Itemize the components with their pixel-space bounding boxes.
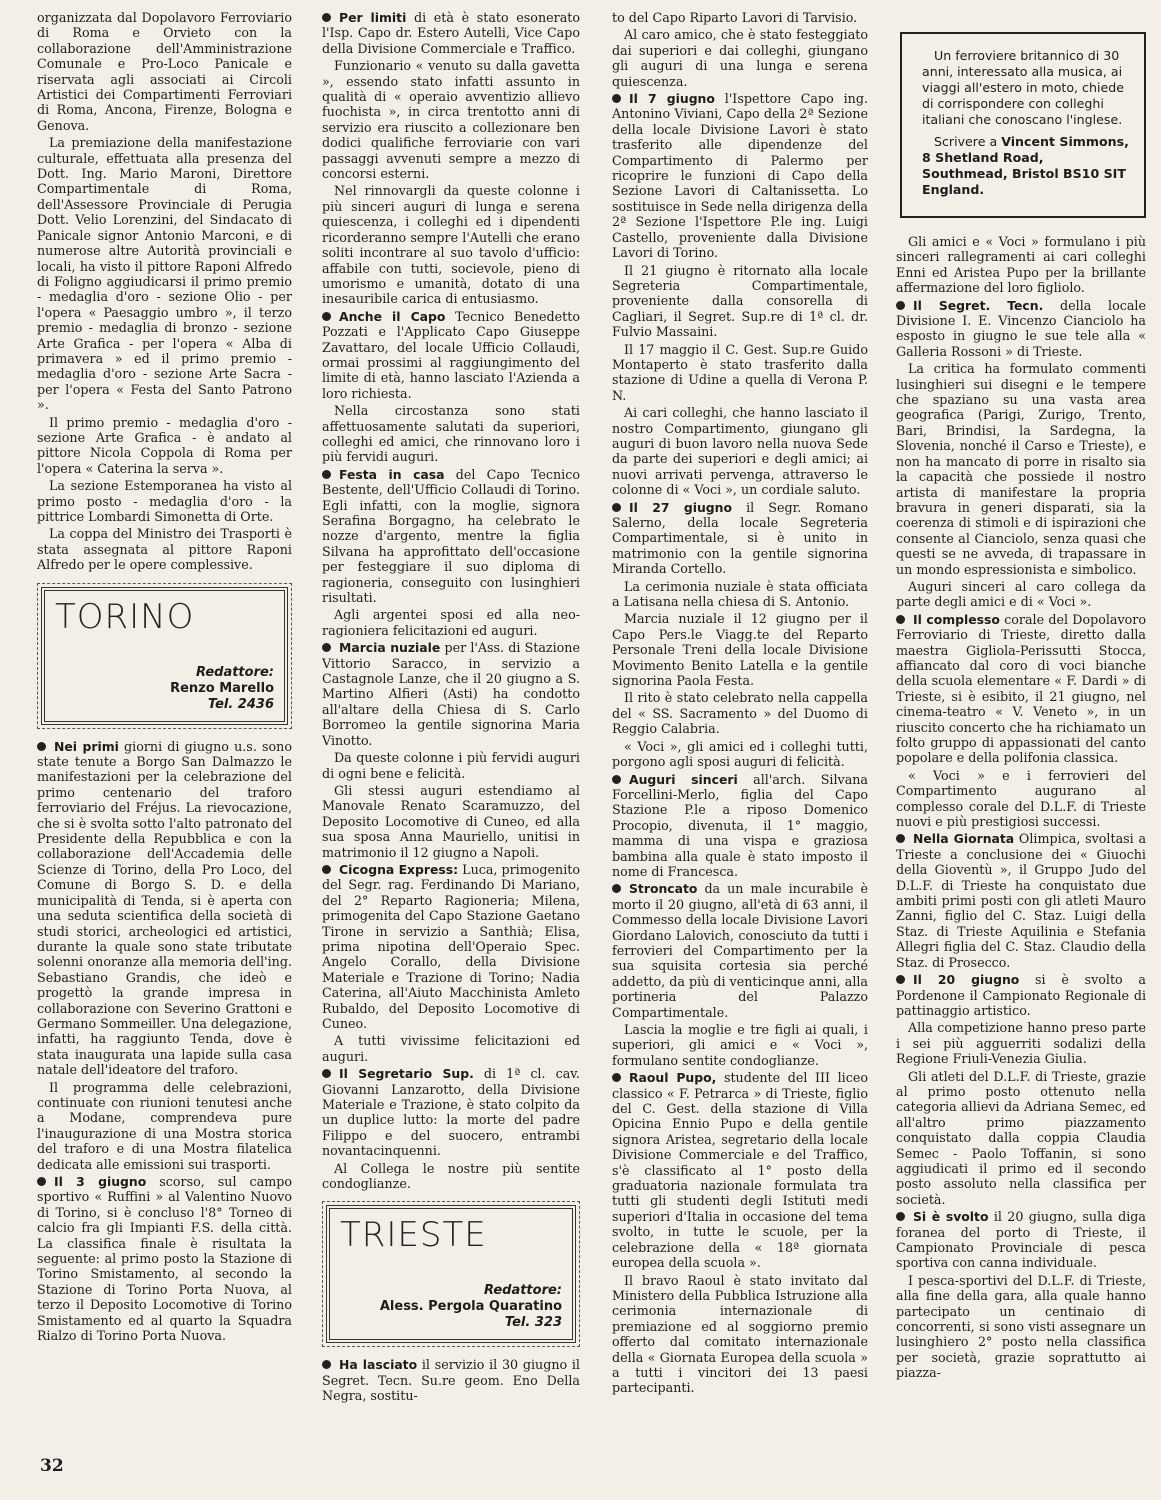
paragraph: Gli amici e « Voci » formulano i più sinceri rallegramenti ai cari colleghi Enni ed Aristea Pupo per la brillante affermazione del loro figliolo. [896,234,1146,296]
item-text: all'arch. Silvana Forcellini-Merlo, figlia del Capo Stazione P.le a riposo Domenico Procopio, divenuta, il 1° maggio, mamma di una vispa e graziosa bambina alla quale è stato imposto il nome di Francesca. [612,771,868,879]
classified-ad-box [900,32,1146,218]
paragraph: Il primo premio - medaglia d'oro - sezione Arte Grafica - è andato al pittore Nicola Coppola di Roma per l'opera « Caterina la serva ». [37,414,292,476]
paragraph: La premiazione della manifestazione culturale, effettuata alla presenza del Dott. Ing. Mario Maroni, Direttore Compartimentale di Roma, dell'Assessore Provinciale di Perugia Dott. Velio Lorenzini, del Sindacato di Panicale signor Antonio Marconi, e di numerose altre Autorità provinciali e locali, ha visto il pittore Raponi Alfredo di Foligno aggiudicarsi il primo premio - medaglia d'oro - sezione Olio - per l'opera « Paesaggio umbro », il terzo premio - medaglia di bronzo - sezione Arte Grafica - per l'opera « Alba di primavera » ed il primo premio - medaglia d'oro - sezione Arte Sacra - per l'opera « Festa del Santo Patrono ». [37,135,292,413]
editor-info [55,665,274,713]
news-item [896,972,1146,1018]
bullet-icon [612,775,621,784]
ad-text: Un ferroviere britannico di 30 anni, interessato alla musica, ai viaggi all'estero in moto, chiede di corrispondere con colleghi italiani che conoscano l'inglese. [922,48,1124,127]
news-item [612,91,868,260]
ad-address: Vincent Simmons, 8 Shetland Road, Southmead, Bristol BS10 SIT England. [922,134,1129,197]
news-item [37,1174,292,1343]
item-lead: Si è svolto [913,1209,989,1225]
item-text: Olimpica, svoltasi a Trieste a conclusione dei « Giuochi della Gioventù », il Gruppo Judo del D.L.F. di Trieste ha conquistato due ambiti primi posti con gli atleti Mauro Zanni, figlio del C. Staz. Luigi della Staz. di Trieste Aquilinia e Stefania Allegri figlia del C. Staz. Claudio della Staz. di Prosecco. [896,831,1146,970]
item-lead: Cicogna Express: [339,861,459,877]
bullet-icon [896,834,905,843]
bullet-icon [37,1177,46,1186]
paragraph: Al caro amico, che è stato festeggiato dai superiori e dai colleghi, giungano gli auguri di una lunga e serena quiescenza. [612,27,868,89]
paragraph: Il bravo Raoul è stato invitato dal Ministero della Pubblica Istruzione alla cerimonia internazionale di premiazione ed al soggiorno premio offerto dal comitato internazionale della « Giornata Europea della scuola » a tutti i vincitori dei 13 paesi partecipanti. [612,1272,868,1396]
paragraph: La coppa del Ministro dei Trasporti è stata assegnata al pittore Raponi Alfredo per le opere complessive. [37,526,292,573]
paragraph: « Voci » e i ferrovieri del Compartimento augurano al complesso corale del D.L.F. di Trieste nuovi e più prestigiosi successi. [896,767,1146,830]
bullet-icon [896,975,905,984]
paragraph: La critica ha formulato commenti lusinghieri sui disegni e le tempere che spaziano su una vasta area geografica (Parigi, Zurigo, Trento, Bari, Brindisi, la Sardegna, la Slovenia, nonché il Carso e Trieste), e non ha mancato di porre in risalto sia la capacità che possiede il nostro artista di manifestare la propria bravura in generi disparati, sia la coerenza di stimoli e di ispirazioni che consente al Cianciolo, senza quasi che questi se ne avveda, di trapassare in un mondo espressionista e simbolico. [896,361,1146,577]
paragraph: Ai cari colleghi, che hanno lasciato il nostro Compartimento, giungano gli auguri di buon lavoro nella nuova Sede da parte dei superiori e degli amici; ai nuovi arrivati pervenga, attraverso le colonne di « Voci », un cordiale saluto. [612,405,868,498]
item-text: scorso, sul campo sportivo « Ruffini » al Valentino Nuovo di Torino, si è concluso l'8° Torneo di calcio fra gli Impianti F.S. della città. La classifica finale è risultata la seguente: al primo posto la Stazione di Torino Smistamento, al secondo la Stazione di Torino Porta Nuova, al terzo il Deposito Locomotive di Torino Smistamento ed al quarto la Squadra Rialzo di Torino Porta Nuova. [37,1174,292,1344]
item-text: di età è stato esonerato l'Isp. Capo dr. Estero Autelli, Vice Capo della Divisione Commerciale e Traffico. [322,10,580,56]
bullet-icon [612,503,621,512]
news-item [322,862,580,1031]
editor-label: Redattore: [483,1283,562,1299]
news-item [612,772,868,880]
news-item [322,309,580,401]
bullet-icon [322,312,331,321]
item-lead: Festa in casa [339,466,445,482]
item-text: il Segr. Romano Salerno, della locale Segreteria Compartimentale, si è unito in matrimonio con la gentile signorina Miranda Cortello. [612,499,868,577]
news-item [322,467,580,606]
item-text: per l'Ass. di Stazione Vittorio Saracco, in servizio a Castagnole Lanze, che il 20 giugno a S. Martino Alfieri (Asti) ha condotto all'altare della Chiesa di S. Carlo Borromeo la gentile signorina Maria Vinotto. [322,640,580,748]
editor-name: Renzo Marello [170,680,274,696]
column-3 [612,10,868,1450]
bullet-icon [612,884,621,893]
item-text: del Capo Tecnico Bestente, dell'Ufficio Collaudi di Torino. Egli infatti, con la moglie, signora Serafina Borgagno, ha celebrato le nozze d'argento, mentre la figlia Silvana ha approfittato dell'occasione per festeggiare il suo diploma di ragioneria, conseguito con lusinghieri risultati. [322,466,580,606]
bullet-icon [612,1073,621,1082]
paragraph: « Voci », gli amici ed i colleghi tutti, porgono agli sposi auguri di felicità. [612,738,868,770]
section-title: TORINO [55,596,195,637]
paragraph: La cerimonia nuziale è stata officiata a Latisana nella chiesa di S. Antonio. [612,578,868,610]
column-2 [322,10,580,1450]
column-1 [37,10,292,1450]
item-lead: Auguri sinceri [629,771,738,787]
bullet-icon [322,1360,331,1369]
section-header-trieste [326,1205,576,1343]
paragraph: Il rito è stato celebrato nella cappella del « SS. Sacramento » del Duomo di Reggio Calabria. [612,690,868,737]
paragraph: Al Collega le nostre più sentite condoglianze. [322,1160,580,1192]
paragraph: La sezione Estemporanea ha visto al primo posto - medaglia d'oro - la pittrice Lombardi Simonetta di Orte. [37,478,292,524]
ad-contact-intro: Scrivere a [934,134,998,149]
paragraph: Marcia nuziale il 12 giugno per il Capo Pers.le Viagg.te del Reparto Personale Treni della locale Divisione Movimento Benito Latella e la gentile signorina Paola Festa. [612,611,868,689]
item-lead: Raoul Pupo, [629,1070,717,1086]
paragraph: Gli atleti del D.L.F. di Trieste, grazie al primo posto ottenuto nella categoria allievi da Adriana Semec, ed all'altro primo piazzamento conquistato dalla coppia Claudia Semec - Paolo Toffanin, si sono aggiudicati il primo ed il secondo posto assoluto nella classifica per società. [896,1068,1146,1207]
item-text: della locale Divisione I. E. Vincenzo Cianciolo ha esposto in giugno le sue tele alla « Galleria Rossoni » di Trieste. [896,297,1146,359]
section-title: TRIESTE [340,1215,487,1256]
item-text: il servizio il 30 giugno il Segret. Tecn. Su.re geom. Eno Della Negra, sostitu- [322,1357,580,1404]
bullet-icon [322,470,331,479]
item-text: si è svolto a Pordenone il Campionato Regionale di pattinaggio artistico. [896,972,1146,1018]
item-lead: Il Segret. Tecn. [913,297,1044,313]
item-lead: Il 3 giugno [54,1174,147,1189]
editor-phone: Tel. 2436 [207,696,274,712]
paragraph: Agli argentei sposi ed alla neo-ragioniera felicitazioni ed auguri. [322,607,580,638]
item-text: studente del III liceo classico « F. Petrarca » di Trieste, figlio del C. Gest. della stazione di Villa Opicina Ennio Pupo e della gentile signora Aristea, segretario della locale Divisione Commerciale e del Traffico, s'è classificato al 1° posto della graduatoria nazionale formulata tra tutti gli studenti degli Istituti medi superiori d'Italia in occasione del tema svolto, in tutte le scuole, per la celebrazione della « 18ª giornata europea della scuola ». [612,1070,868,1271]
news-item [896,831,1146,970]
bullet-icon [322,643,331,652]
news-item [612,1070,868,1270]
item-text: giorni di giugno u.s. sono state tenute a Borgo San Dalmazzo le manifestazioni per la celebrazione del primo centenario del traforo ferroviario del Fréjus. La rievocazione, che si è svolta sotto l'alto patronato del Presidente della Repubblica e con la collaborazione dell'Accademia delle Scienze di Torino, della Pro Loco, del Comune di Borgo S. D. e della municipalità di Tenda, si è aperta con una seduta scientifica della società di studi storici, archeologici ed artistici, durante la quale sono state tributate solenni onoranze alla memoria dell'ing. Sebastiano Grandis, che ideò e progettò la grande impresa in collaborazione con Severino Grattoni e Germano Sommeiller. Una delegazione, infatti, ha raggiunto Tenda, dove è stata inaugurata una lapide sulla casa natale dell'ideatore del traforo. [37,738,292,1078]
news-item [896,1209,1146,1271]
item-lead: Il 20 giugno [913,972,1020,988]
paragraph: Nel rinnovargli da queste colonne i più sinceri auguri di lunga e serena quiescenza, i colleghi ed i dipendenti ricorderanno sempre l'Autelli che erano soliti incontrare al suo tavolo d'ufficio: affabile con tutti, socievole, pieno di umorismo e umanità, dotato di una inesauribile carica di entusiasmo. [322,183,580,307]
news-item [322,1357,580,1403]
item-lead: Stroncato [629,881,698,897]
bullet-icon [612,94,621,103]
editor-info [340,1283,562,1331]
item-text: di 1ª cl. cav. Giovanni Lanzarotto, della Divisione Materiale e Trazione, è stato colpito da un duplice lutto: la morte del padre Filippo e del suocero, entrambi novantacinquenni. [322,1066,580,1159]
paragraph: Da queste colonne i più fervidi auguri di ogni bene e felicità. [322,750,580,781]
ad-contact [922,134,1130,198]
paragraph: I pesca-sportivi del D.L.F. di Trieste, alla fine della gara, alla quale hanno partecipato un centinaio di concorrenti, si sono visti assegnare un lusinghiero 2° posto nella classifica per società, grazie soprattutto ai piazza- [896,1272,1146,1381]
news-item [322,640,580,748]
bullet-icon [896,301,905,310]
news-item [322,10,580,56]
editor-phone: Tel. 323 [504,1315,562,1331]
news-item [612,881,868,1020]
bullet-icon [896,1212,905,1221]
item-lead: Marcia nuziale [339,640,441,656]
bullet-icon [896,615,905,624]
paragraph: Il programma delle celebrazioni, continuate con riunioni tenutesi anche a Modane, comprendeva pure l'inaugurazione di una Mostra storica del traforo e di una Mostra filatelica dedicata alle emissioni sui trasporti. [37,1079,292,1172]
item-lead: Nei primi [54,738,119,754]
news-item [322,1066,580,1158]
item-text: da un male incurabile è morto il 20 giugno, all'età di 63 anni, il Commesso della locale Divisione Lavori Giordano Lalovich, conosciuto da tutti i ferrovieri del Compartimento per la sua squisita cortesia sia perché addetto, da più di venticinque anni, alla portineria del Palazzo Compartimentale. [612,881,868,1020]
editor-name: Aless. Pergola Quaratino [379,1299,562,1315]
item-lead: Il Segretario Sup. [339,1066,474,1082]
paragraph: Auguri sinceri al caro collega da parte degli amici e di « Voci ». [896,578,1146,610]
item-text: l'Ispettore Capo ing. Antonino Viviani, Capo della 2ª Sezione della locale Divisione Lavori è stato trasferito alle dipendenze del Compartimento di Palermo per ricoprire le funzioni di Capo della Sezione Lavori di Caltanissetta. Lo sostituisce in Sede nella dirigenza della 2ª Sezione l'Ispettore P.le ing. Luigi Castello, proveniente dalla Divisione Lavori di Torino. [612,91,868,261]
item-text: il 20 giugno, sulla diga foranea del porto di Trieste, il Campionato Provinciale di pesca sportiva con canna individuale. [896,1209,1146,1271]
item-text: Tecnico Benedetto Pozzati e l'Applicato Capo Giuseppe Zavattaro, del locale Ufficio Collaudi, ormai prossimi al raggiungimento del limite di età, hanno lasciato l'Azienda a loro richiesta. [322,308,580,401]
paragraph: organizzata dal Dopolavoro Ferroviario di Roma e Orvieto con la collaborazione dell'Amministrazione Comunale e Pro-Loco Panicale e riservata agli associati ai Circoli Artistici dei Compartimenti Ferroviari di Roma, Ancona, Firenze, Bologna e Genova. [37,10,292,133]
item-lead: Il 27 giugno [629,499,732,515]
paragraph: Il 21 giugno è ritornato alla locale Segreteria Compartimentale, proveniente dalla consorella di Cagliari, il Segret. Sup.re di 1ª cl. dr. Fulvio Massaini. [612,262,868,340]
item-lead: Il complesso [913,611,1000,627]
paragraph: Lascia la moglie e tre figli ai quali, i superiori, gli amici e « Voci », formulano sentite condoglianze. [612,1022,868,1068]
column-4 [896,10,1146,1450]
paragraph: Gli stessi auguri estendiamo al Manovale Renato Scaramuzzo, del Deposito Locomotive di Cuneo, ed alla sua sposa Anna Mauriello, unitisi in matrimonio il 12 giugno a Napoli. [322,782,580,860]
paragraph: Funzionario « venuto su dalla gavetta », essendo stato infatti assunto in qualità di « operaio avventizio allievo fuochista », in circa trentotto anni di servizio era riuscito a collezionare ben dodici qualifiche ferroviarie con vari passaggi avvenuti sempre a mezzo di concorsi esterni. [322,58,580,182]
paragraph: Nella circostanza sono stati affettuosamente salutati da superiori, colleghi ed amici, che rinnovano loro i più fervidi auguri. [322,403,580,465]
editor-label: Redattore: [195,664,274,680]
news-item [896,298,1146,360]
paragraph: Il 17 maggio il C. Gest. Sup.re Guido Montaperto è stato trasferito dalla stazione di Udine a quella di Verona P. N. [612,341,868,403]
paragraph: Alla competizione hanno preso parte i sei più agguerriti sodalizi della Regione Friuli-Venezia Giulia. [896,1020,1146,1067]
bullet-icon [322,13,331,22]
bullet-icon [322,1069,331,1078]
news-item [612,500,868,577]
item-text: Luca, primogenito del Segr. rag. Ferdinando Di Mariano, del 2° Reparto Ragioneria; Milena, primogenita del Capo Stazione Gaetano Tirone in servizio a Santhià; Elisa, prima nipotina dell'Operaio Spec. Angelo Corallo, della Divisione Materiale e Trazione di Torino; Nadia Caterina, all'Aiuto Macchinista Amleto Rubaldo, del Deposito Locomotive di Cuneo. [322,861,580,1031]
paragraph: to del Capo Riparto Lavori di Tarvisio. [612,10,858,25]
item-text: corale del Dopolavoro Ferroviario di Trieste, diretto dalla maestra Gigliola-Perissutti Stocca, affiancato dal coro di voci bianche della scuola elementare « F. Dardi » di Trieste, si è esibito, il 21 giugno, nel cinema-teatro « V. Veneto », in un riuscito concerto che ha richiamato un folto gruppo di appassionati del canto popolare e della polifonia classica. [896,611,1146,766]
section-header-torino [41,587,288,725]
bullet-icon [322,865,331,874]
page-number: 32 [40,1456,64,1476]
item-lead: Nella Giornata [913,831,1015,847]
item-lead: Il 7 giugno [629,91,715,107]
item-lead: Per limiti [339,10,407,25]
item-lead: Ha lasciato [339,1357,418,1373]
news-item [896,612,1146,766]
bullet-icon [37,742,46,751]
item-lead: Anche il Capo [339,308,446,324]
paragraph: A tutti vivissime felicitazioni ed auguri. [322,1033,580,1064]
news-item [37,739,292,1078]
